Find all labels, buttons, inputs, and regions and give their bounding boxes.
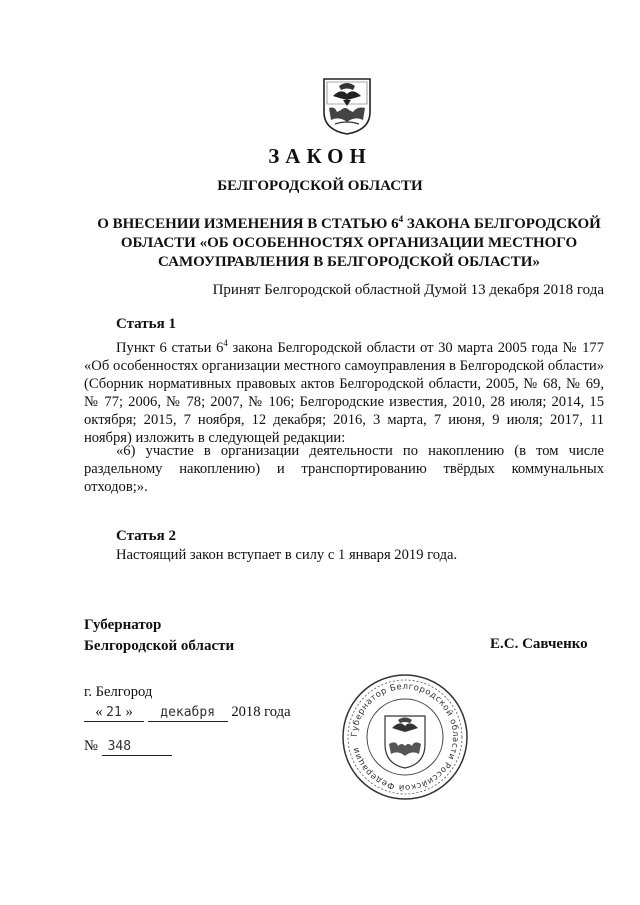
heading-line1-post: ЗАКОНА БЕЛГОРОДСКОЙ	[403, 216, 601, 232]
article1-sup: 4	[223, 338, 228, 348]
article2-title: Статья 2	[116, 528, 176, 544]
number-value: 348	[107, 739, 132, 754]
article2-text: Настоящий закон вступает в силу с 1 января 2019 года.	[116, 547, 458, 563]
seal-text: Губернатор Белгородской области Российской Федерации	[349, 681, 461, 793]
official-seal	[340, 672, 470, 802]
heading-sup: 4	[398, 214, 404, 224]
signatory-role-line1: Губернатор	[84, 617, 162, 633]
heading-line2: ОБЛАСТИ «ОБ ОСОБЕННОСТЯХ ОРГАНИЗАЦИИ МЕСТНОГО	[120, 235, 578, 251]
document-subtitle: БЕЛГОРОДСКОЙ ОБЛАСТИ	[217, 178, 423, 194]
signatory-name: Е.С. Савченко	[490, 636, 588, 652]
number-field	[102, 738, 172, 756]
document-title: ЗАКОН	[268, 144, 372, 168]
heading-line1-pre: О ВНЕСЕНИИ ИЗМЕНЕНИЯ В СТАТЬЮ 6	[97, 216, 399, 232]
date-month-field	[148, 704, 228, 722]
coat-of-arms-icon	[321, 76, 373, 136]
seal-emblem-icon	[385, 716, 425, 768]
date-day: 21	[106, 705, 122, 720]
date-year: 2018 года	[231, 704, 291, 720]
signatory-role	[84, 615, 234, 657]
number-prefix: №	[84, 738, 98, 754]
signing-date	[84, 704, 291, 722]
date-open-quote: «	[95, 704, 103, 720]
date-close-quote: »	[125, 704, 133, 720]
signatory-role-line2: Белгородской области	[84, 638, 235, 654]
adoption-line: Принят Белгородской областной Думой 13 декабря 2018 года	[212, 282, 604, 298]
law-heading	[84, 210, 614, 272]
date-day-field	[84, 704, 144, 722]
article1-text-post: закона Белгородской области от 30 марта 2005 года № 177 «Об особенностях организации местного самоуправления в Белгородской области» (Сборник нормативных правовых актов Белгородской области, 2005, № 68, № 69, № 77; 2006, № 78; 2007, № 106; Белгородские известия, 2010, 28 июля; 2014, 15 октября; 2015, 7 ноября, 12 декабря; 2016, 3 марта, 7 июня, 9 июля; 2017, 11 ноября) изложить в следующей редакции:	[84, 339, 605, 446]
heading-line3: САМОУПРАВЛЕНИЯ В БЕЛГОРОДСКОЙ ОБЛАСТИ»	[158, 254, 540, 270]
date-month: декабря	[160, 705, 216, 720]
article1-text-pre: Пункт 6 статьи 6	[116, 339, 224, 356]
article1-quote: «6) участие в организации деятельности по накоплению (в том числе раздельному накоплению) и транспортированию твёрдых коммунальных отходов;».	[84, 443, 604, 495]
signing-place: г. Белгород	[84, 684, 153, 700]
document-number	[84, 738, 172, 756]
article1-text	[84, 334, 604, 447]
article1-title: Статья 1	[116, 316, 176, 332]
